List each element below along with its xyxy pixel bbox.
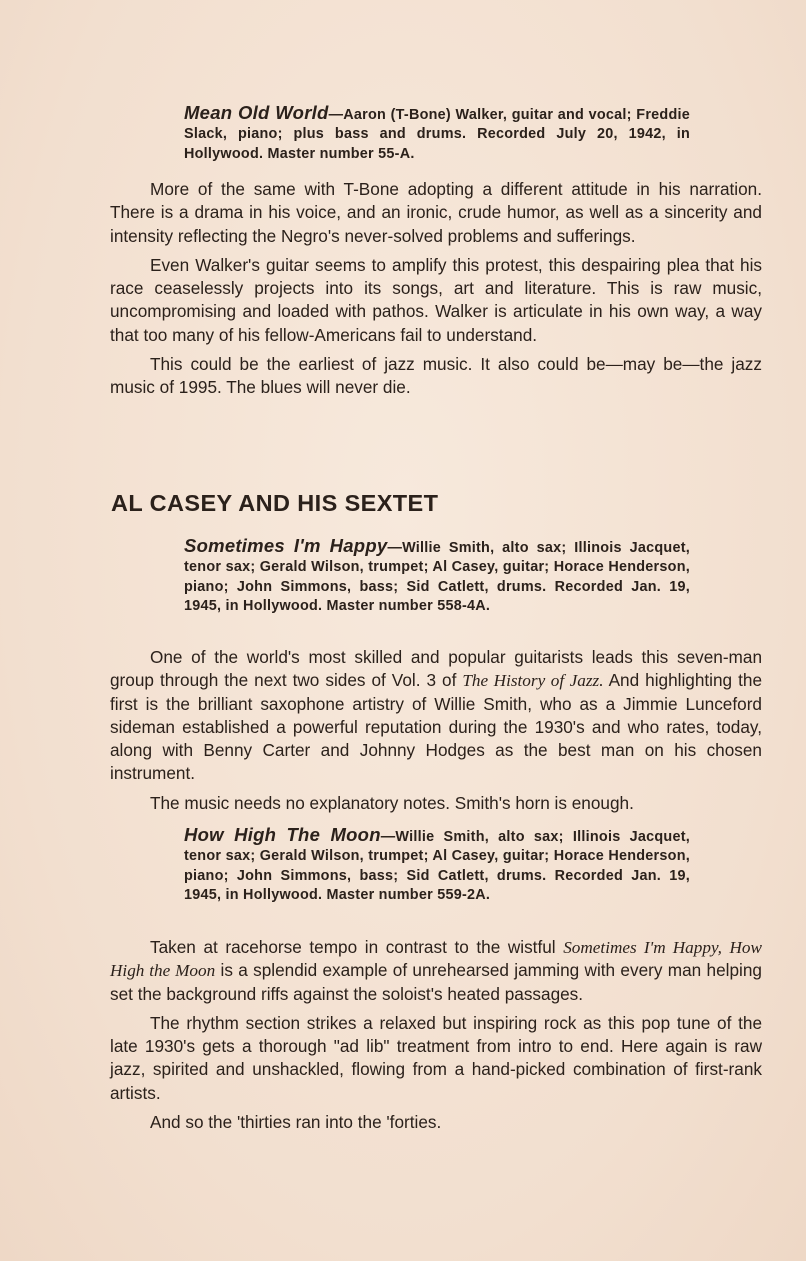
album-title: The History of Jazz.	[462, 671, 604, 691]
song-title: How High the Moon	[110, 938, 762, 981]
paragraph: More of the same with T-Bone adopting a different attitude in his narration. There is a drama in his voice, and an ironic, crude humor, as well as a sincerity and intensity reflecting the Negro's never-solved problems and sufferings.	[110, 179, 762, 246]
paragraph: And so the 'thirties ran into the 'forties.	[150, 1112, 442, 1133]
track-title: Sometimes I'm Happy	[184, 535, 388, 556]
paragraph: The music needs no explanatory notes. Smith's horn is enough.	[150, 792, 634, 813]
prose-section-3	[110, 936, 762, 1134]
paragraph: Taken at racehorse tempo in contrast to the wistful Sometimes I'm Happy, How High the Moon is a splendid example of unrehearsed jamming with every man helping set the background riffs against the soloist's heated passages.	[110, 937, 762, 1004]
paragraph: This could be the earliest of jazz music. It also could be—may be—the jazz music of 1995. The blues will never die.	[110, 354, 762, 398]
personnel-text: —Willie Smith, alto sax; Illinois Jacquet, tenor sax; Gerald Wilson, trumpet; Al Casey, guitar; Horace Henderson, piano; John Simmons, bass; Sid Catlett, drums. Recorded Jan. 19, 1945, in Hollywood. Master number 559-2A.	[184, 829, 690, 904]
paragraph: The rhythm section strikes a relaxed but inspiring rock as this pop tune of the late 1930's gets a thorough "ad lib" treatment from intro to end. Here again is raw jazz, spirited and unshackled, flowing from a hand-picked combination of first-rank artists.	[110, 1012, 762, 1103]
track-credits-sometimes-im-happy	[184, 536, 690, 617]
track-title: How High The Moon	[184, 824, 381, 845]
track-credits-mean-old-world	[184, 103, 690, 164]
track-credits-how-high-the-moon	[184, 825, 690, 906]
paragraph: One of the world's most skilled and popular guitarists leads this seven-man group through the next two sides of Vol. 3 of The History of Jazz. And highlighting the first is the brilliant saxophone artistry of Willie Smith, who as a Jimmie Lunceford sideman established a powerful reputation during the 1930's and who rates, today, along with Benny Carter and Johnny Hodges as the best man on his chosen instrument.	[110, 647, 763, 784]
personnel-text: —Aaron (T-Bone) Walker, guitar and vocal; Freddie Slack, piano; plus bass and drums. Recorded July 20, 1942, in Hollywood. Master number 55-A.	[184, 107, 690, 162]
song-title: Sometimes I'm Happy,	[563, 938, 722, 957]
prose-section-2	[110, 646, 762, 815]
personnel-text: —Willie Smith, alto sax; Illinois Jacquet, tenor sax; Gerald Wilson, trumpet; Al Casey, guitar; Horace Henderson, piano; John Simmons, bass; Sid Catlett, drums. Recorded Jan. 19, 1945, in Hollywood. Master number 558-4A.	[184, 540, 691, 615]
track-title: Mean Old World	[184, 102, 329, 123]
paragraph: Even Walker's guitar seems to amplify this protest, this despairing plea that his race ceaselessly projects into its songs, art and literature. This is raw music, uncompromising and loaded with pathos. Walker is articulate in his own way, a way that too many of his fellow-Americans fail to understand.	[110, 254, 762, 345]
section-heading: AL CASEY AND HIS SEXTET	[111, 490, 439, 516]
prose-section-1	[110, 178, 762, 400]
